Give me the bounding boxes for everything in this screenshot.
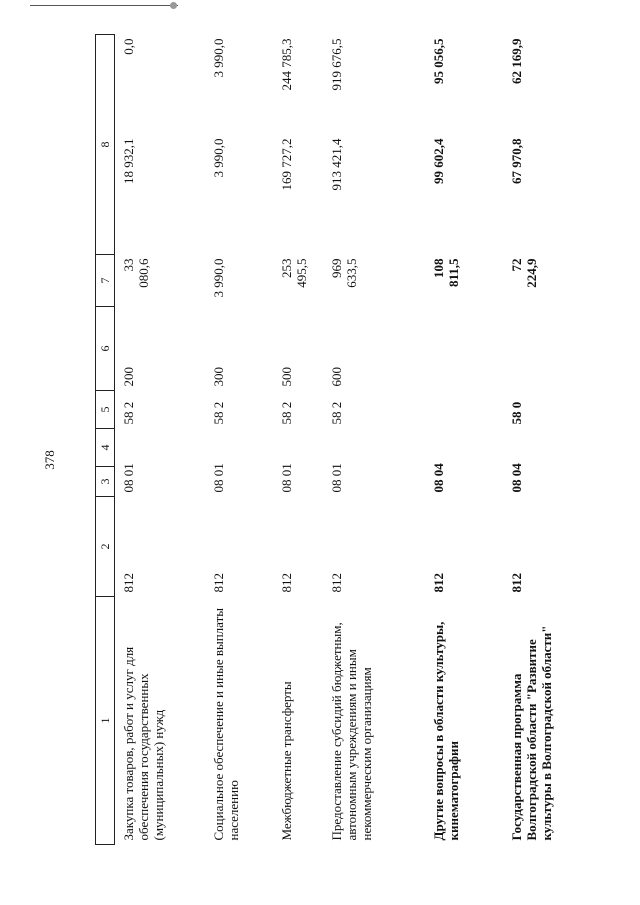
- row-expense-type: 300: [211, 367, 226, 387]
- row-expense-type: [503, 307, 627, 391]
- row-ministry-code: 812: [329, 573, 344, 593]
- table-row: [503, 35, 627, 845]
- row-value-col6: 253 495,5: [279, 258, 309, 288]
- row-name: Предоставление субсидий бюджетным, автономным учреждениям и иным некоммерческим организациям: [329, 622, 374, 841]
- table-row: [425, 35, 503, 845]
- row-value-col8: 3 990,0: [211, 38, 226, 78]
- budget-table-sheet: [95, 35, 595, 845]
- row-value-col7: 67 970,8: [509, 138, 524, 184]
- row-ministry-code: 812: [279, 573, 294, 593]
- row-ministry-code: 812: [431, 573, 446, 593]
- row-section-code: 08 04: [431, 463, 446, 493]
- header-col-3: 3: [96, 467, 115, 497]
- table-row: [273, 35, 323, 845]
- row-section-code: 08 04: [509, 463, 524, 493]
- table-row: [115, 35, 206, 845]
- row-ministry-code: 812: [509, 573, 524, 593]
- row-value-col8: 95 056,5: [431, 38, 446, 84]
- row-name: Социальное обеспечение и иные выплаты населению: [211, 607, 241, 841]
- header-col-2: 2: [96, 497, 115, 597]
- row-section-code: 08 01: [121, 463, 136, 493]
- row-name: Закупка товаров, работ и услуг для обеспечения государственных (муниципальных) нужд: [121, 646, 166, 841]
- row-program-code: 58 2: [121, 401, 136, 425]
- row-value-col6: 108 811,5: [431, 258, 461, 288]
- row-value-col8: 919 676,5: [329, 38, 344, 91]
- row-expense-type: 200: [121, 367, 136, 387]
- row-section-code: 08 01: [279, 463, 294, 493]
- header-col-5: 5: [96, 391, 115, 429]
- row-value-col7: 169 727,2: [279, 138, 294, 191]
- row-program-code: 58 2: [279, 401, 294, 425]
- row-value-col6: 3 990,0: [211, 258, 226, 298]
- row-program-code: 58 2: [211, 401, 226, 425]
- header-col-6: 6: [96, 307, 115, 391]
- table-row: [323, 35, 425, 845]
- row-expense-type: 500: [279, 367, 294, 387]
- row-value-col7: 3 990,0: [211, 138, 226, 178]
- header-col-1: 1: [96, 597, 115, 845]
- row-value-col8: 0,0: [121, 38, 136, 55]
- page-number: 378: [42, 450, 57, 470]
- row-name: Межбюджетные трансферты: [279, 681, 294, 841]
- row-value-col8: 62 169,9: [509, 38, 524, 84]
- row-name: Государственная программа Волгоградской области "Развитие культуры в Волгоградской области": [509, 625, 554, 841]
- row-ministry-code: 812: [211, 573, 226, 593]
- header-row: [96, 35, 115, 845]
- header-col-7: 7: [96, 255, 115, 307]
- row-value-col7: 99 602,4: [431, 138, 446, 184]
- row-expense-type: [425, 307, 503, 391]
- row-program-code: [425, 391, 503, 429]
- row-value-col7: 18 932,1: [121, 138, 136, 184]
- row-ministry-code: 812: [121, 573, 136, 593]
- scan-edge-line: [30, 5, 178, 6]
- row-value-col6: 72 224,9: [509, 258, 539, 288]
- header-col-4: 4: [96, 429, 115, 467]
- row-value-col6: 33 080,6: [121, 258, 151, 288]
- row-section-code: 08 01: [329, 463, 344, 493]
- row-program-code: 58 2: [329, 401, 344, 425]
- row-program-code: 58 0: [509, 401, 524, 425]
- budget-table: [95, 34, 627, 845]
- row-value-col7: 913 421,4: [329, 138, 344, 191]
- row-expense-type: 600: [329, 367, 344, 387]
- scan-edge-mark: [170, 2, 177, 9]
- row-section-code: 08 01: [211, 463, 226, 493]
- header-col-8: 8: [96, 35, 115, 255]
- row-name: Другие вопросы в области культуры, кинематографии: [431, 621, 461, 841]
- table-row: [205, 35, 273, 845]
- row-value-col6: 969 633,5: [329, 258, 359, 288]
- row-value-col8: 244 785,3: [279, 38, 294, 91]
